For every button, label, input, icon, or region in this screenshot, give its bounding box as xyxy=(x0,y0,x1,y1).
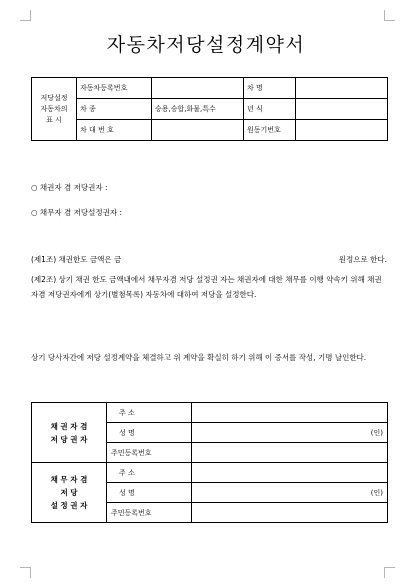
creditor-line: ○ 채권자 겸 저당권자 : xyxy=(31,183,108,192)
vehicle-name-value[interactable] xyxy=(296,78,388,99)
chassis-number-label: 차 대 번 호 xyxy=(77,120,152,141)
table-row xyxy=(32,403,388,423)
vehicle-type-value[interactable]: 승용,승합,화물,특수 xyxy=(152,99,244,120)
crop-mark-bottom-left xyxy=(20,567,31,578)
chassis-number-value[interactable] xyxy=(152,120,244,141)
creditor-address-label: 주 소 xyxy=(107,403,192,423)
debtor-section-label: 채 무 자 겸 저 당 설 정 권 자 xyxy=(32,463,107,523)
table-row xyxy=(32,78,388,99)
document-title: 자동차저당설정계약서 xyxy=(106,34,306,56)
crop-mark-bottom-right xyxy=(384,567,395,578)
vehicle-info-table xyxy=(31,77,388,141)
crop-mark-top-right xyxy=(384,10,395,21)
creditor-seal[interactable]: (인) xyxy=(192,423,388,443)
registration-number-value[interactable] xyxy=(152,78,244,99)
vehicle-section-label: 저당설정 자동차의 표 시 xyxy=(32,78,77,141)
article-2: (제2조) 상기 채권 한도 금액내에서 채무자겸 저당 설정권 자는 채권자에 대한 채무를 이행 약속키 위해 채권자겸 저당권자에게 상기(별첨목록) 자동차에 대하여 저당을 설정한다. xyxy=(31,275,382,299)
creditor-section-label: 채 권 자 겸 저 당 권 자 xyxy=(32,403,107,463)
table-row xyxy=(32,463,388,483)
vehicle-name-label: 차 명 xyxy=(244,78,296,99)
table-row xyxy=(32,99,388,120)
closing-statement: 상기 당사자간에 저당 설정계약을 체결하고 위 계약을 확실히 하기 위해 이 증서를 작성, 기명 날인한다. xyxy=(31,353,367,362)
creditor-name-label: 성 명 xyxy=(107,423,192,443)
crop-mark-top-left xyxy=(20,10,31,21)
engine-number-label: 원동기번호 xyxy=(244,120,296,141)
model-year-value[interactable] xyxy=(296,99,388,120)
article-1-left: (제1조) 채권한도 금액은 금 xyxy=(31,255,122,264)
article-1-right: 원정으로 한다. xyxy=(338,255,387,264)
debtor-id-value[interactable] xyxy=(192,503,388,523)
model-year-label: 년 식 xyxy=(244,99,296,120)
debtor-id-label: 주민등록번호 xyxy=(107,503,192,523)
creditor-id-label: 주민등록번호 xyxy=(107,443,192,463)
creditor-address-value[interactable] xyxy=(192,403,388,423)
registration-number-label: 자동차등록번호 xyxy=(77,78,152,99)
engine-number-value[interactable] xyxy=(296,120,388,141)
debtor-name-label: 성 명 xyxy=(107,483,192,503)
vehicle-type-label: 차 종 xyxy=(77,99,152,120)
debtor-seal[interactable]: (인) xyxy=(192,483,388,503)
signature-table xyxy=(31,402,388,523)
debtor-line: ○ 채무자 겸 저당설정권자 : xyxy=(31,208,123,217)
creditor-id-value[interactable] xyxy=(192,443,388,463)
debtor-address-label: 주 소 xyxy=(107,463,192,483)
debtor-address-value[interactable] xyxy=(192,463,388,483)
table-row xyxy=(32,120,388,141)
